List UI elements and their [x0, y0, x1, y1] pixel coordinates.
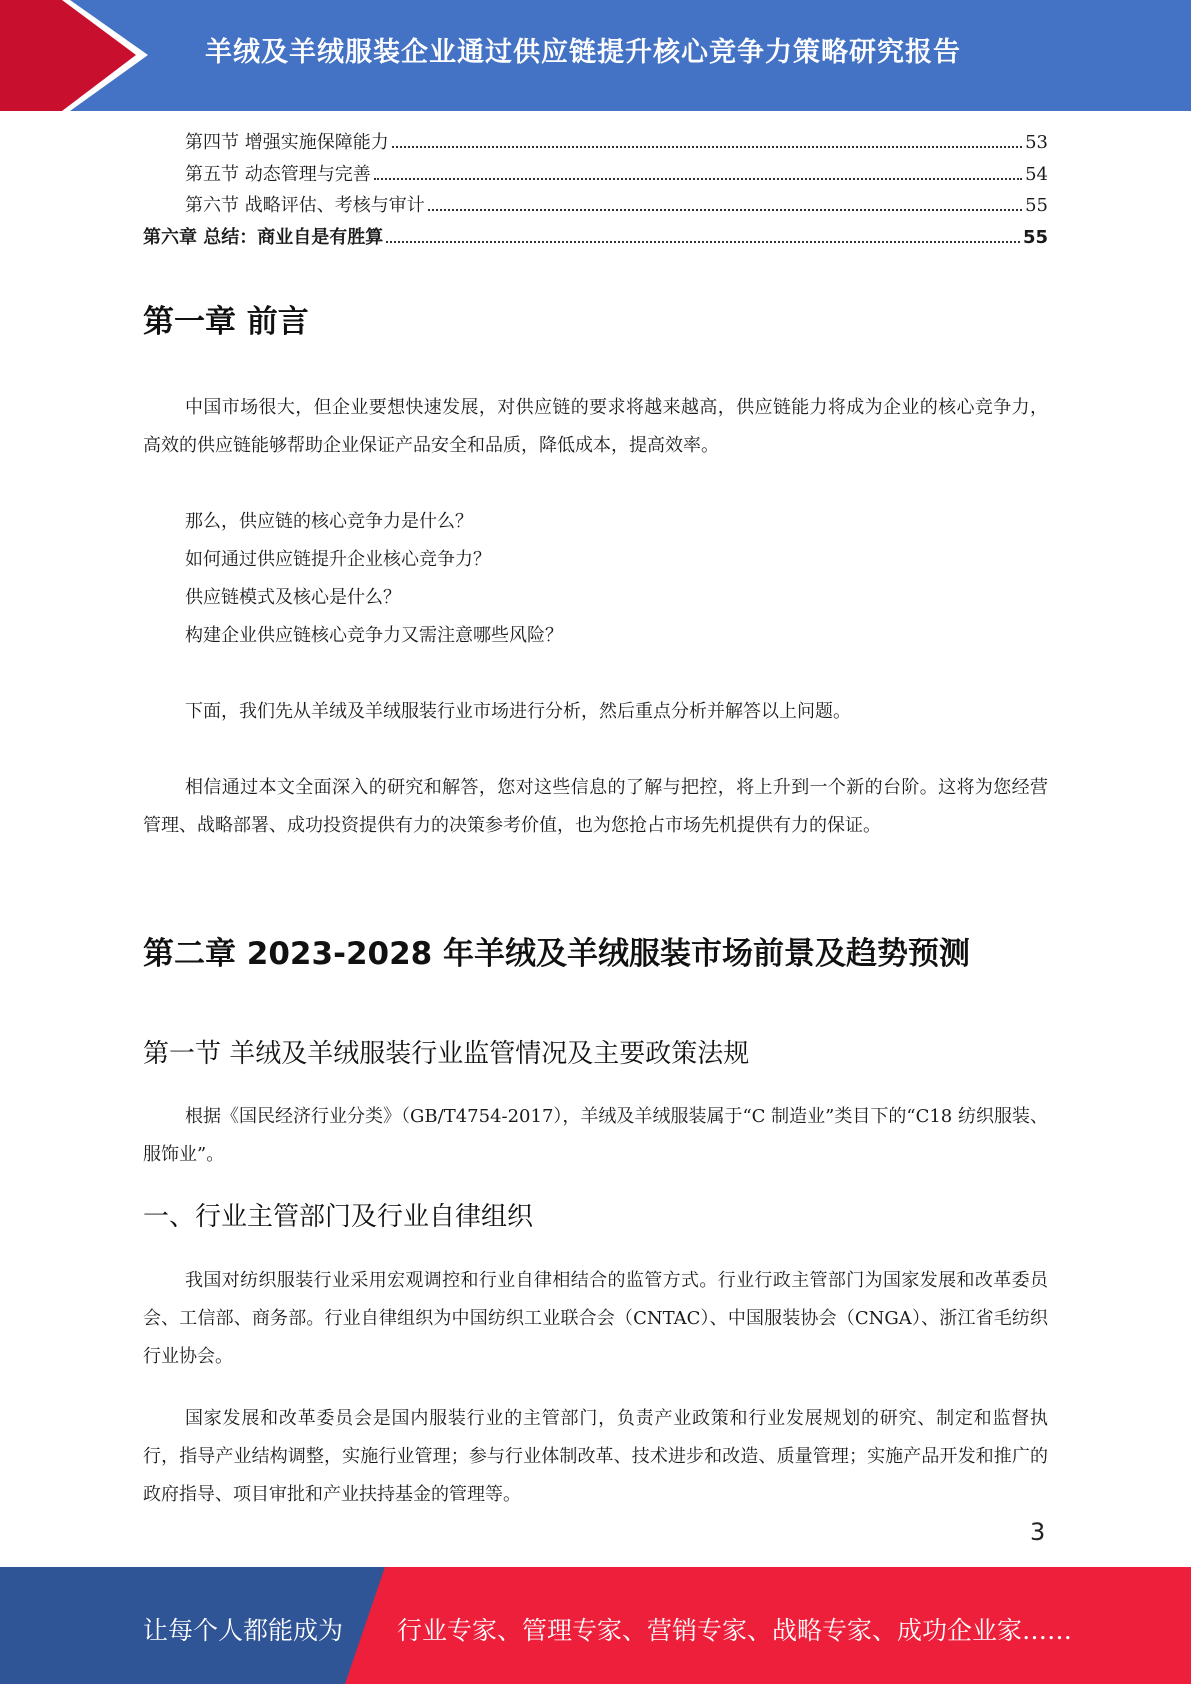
toc-entry[interactable] [143, 128, 1048, 160]
toc-entry[interactable] [143, 191, 1048, 223]
toc-entry-title: 第五节 动态管理与完善 [185, 163, 371, 185]
section-1-heading: 第一节 羊绒及羊绒服装行业监管情况及主要政策法规 [143, 1039, 750, 1069]
chapter-2-heading: 第二章 2023-2028 年羊绒及羊绒服装市场前景及趋势预测 [143, 936, 971, 972]
header-title: 羊绒及羊绒服装企业通过供应链提升核心竞争力策略研究报告 [205, 37, 961, 68]
toc-leader-dots [374, 178, 1022, 180]
toc-entry[interactable] [143, 160, 1048, 192]
toc-leader-dots [392, 146, 1022, 148]
toc-leader-dots [428, 209, 1022, 211]
table-of-contents [143, 128, 1048, 254]
question-line: 那么，供应链的核心竞争力是什么？ [185, 511, 473, 532]
chapter-1-heading: 第一章 前言 [143, 304, 309, 340]
toc-entry-title: 第四节 增强实施保障能力 [185, 132, 389, 153]
toc-leader-dots [386, 241, 1020, 243]
section-1-paragraph: 根据《国民经济行业分类》（GB/T4754-2017），羊绒及羊绒服装属于“C 制造业”类目下的“C18 纺织服装、服饰业”。 [143, 1106, 1048, 1165]
page-header [0, 0, 1191, 111]
toc-chapter-entry[interactable] [143, 223, 1048, 255]
footer-slogan-left: 让每个人都能成为 [143, 1616, 344, 1645]
question-line: 构建企业供应链核心竞争力又需注意哪些风险？ [185, 625, 563, 646]
chapter-1-paragraph-1: 中国市场很大，但企业要想快速发展，对供应链的要求将越来越高，供应链能力将成为企业的核心竞争力，高效的供应链能够帮助企业保证产品安全和品质，降低成本，提高效率。 [143, 397, 1048, 456]
subsection-1-paragraph-2: 国家发展和改革委员会是国内服装行业的主管部门，负责产业政策和行业发展规划的研究、制定和监督执行，指导产业结构调整，实施行业管理；参与行业体制改革、技术进步和改造、质量管理；实施产品开发和推广的政府指导、项目审批和产业扶持基金的管理等。 [143, 1408, 1048, 1505]
footer-slogan-right: 行业专家、管理专家、营销专家、战略专家、成功企业家…… [397, 1616, 1073, 1645]
toc-entry-title: 第六节 战略评估、考核与审计 [185, 195, 425, 216]
toc-entry-page: 53 [1025, 132, 1048, 153]
page-footer [0, 1567, 1191, 1684]
subsection-1-heading: 一、行业主管部门及行业自律组织 [143, 1202, 534, 1232]
question-line: 供应链模式及核心是什么？ [185, 587, 401, 608]
question-line: 如何通过供应链提升企业核心竞争力？ [185, 549, 491, 570]
page-number: 3 [1030, 1518, 1046, 1546]
toc-entry-page: 55 [1025, 195, 1048, 216]
subsection-1-paragraph-1: 我国对纺织服装行业采用宏观调控和行业自律相结合的监管方式。行业行政主管部门为国家发展和改革委员会、工信部、商务部。行业自律组织为中国纺织工业联合会（CNTAC）、中国服装协会（CNGA）、浙江省毛纺织行业协会。 [143, 1270, 1048, 1367]
toc-entry-title: 第六章 总结：商业自是有胜算 [143, 226, 384, 248]
chapter-1-paragraph-3: 相信通过本文全面深入的研究和解答，您对这些信息的了解与把控，将上升到一个新的台阶。这将为您经营管理、战略部署、成功投资提供有力的决策参考价值，也为您抢占市场先机提供有力的保证。 [143, 777, 1048, 836]
toc-entry-page: 54 [1025, 163, 1048, 185]
chapter-1-paragraph-2: 下面，我们先从羊绒及羊绒服装行业市场进行分析，然后重点分析并解答以上问题。 [185, 701, 851, 722]
toc-entry-page: 55 [1022, 226, 1048, 248]
